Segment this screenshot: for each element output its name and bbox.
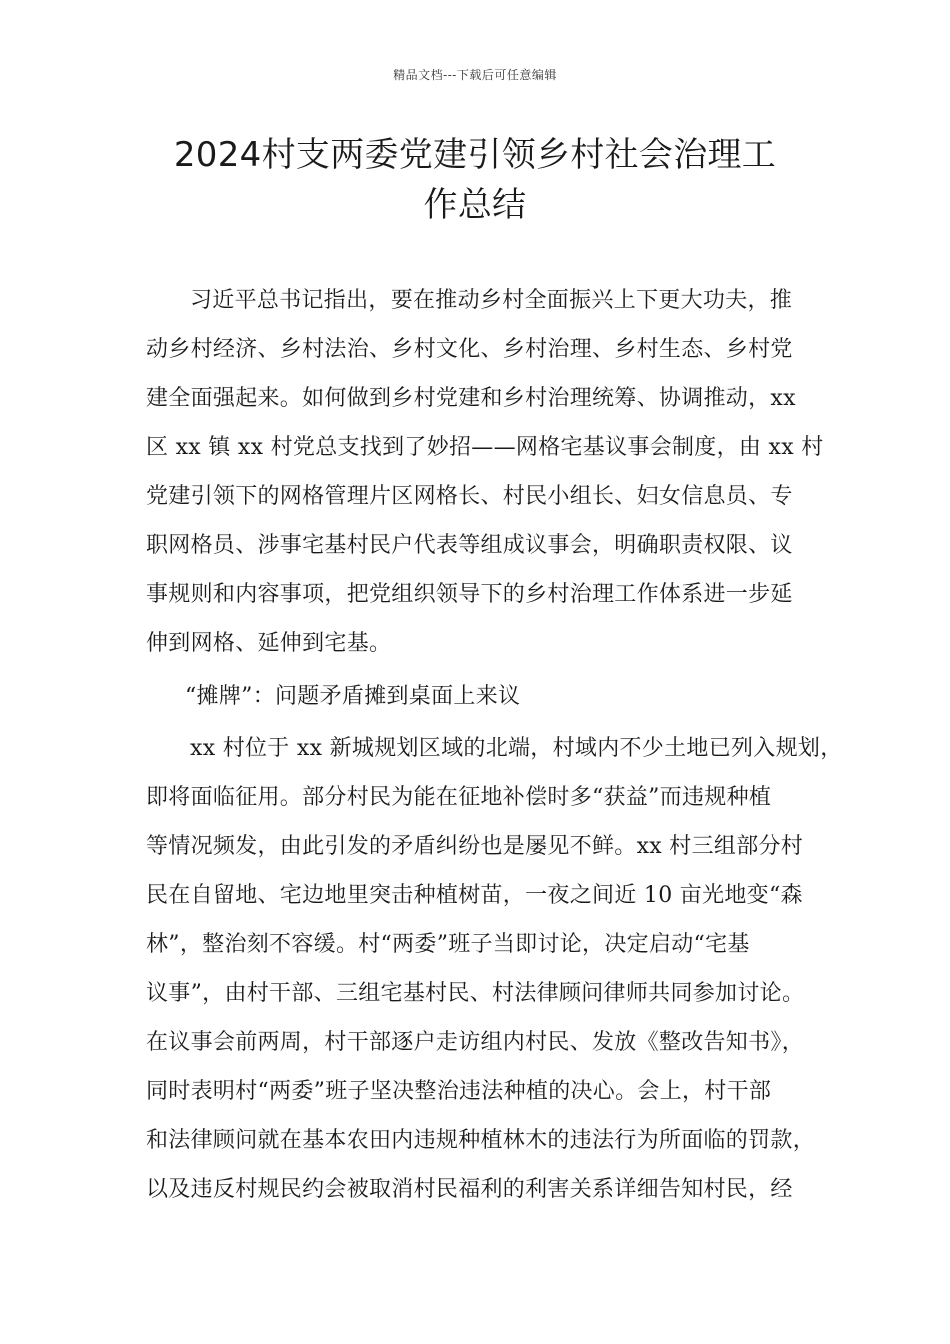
paragraph2-line-9: 和法律顾问就在基本农田内违规种植林木的违法行为所面临的罚款， (146, 1128, 816, 1153)
paragraph2-line-10: 以及违反村规民约会被取消村民福利的利害关系详细告知村民，经 (146, 1177, 793, 1202)
paragraph1-line-3: 建全面强起来。如何做到乡村党建和乡村治理统筹、协调推动，xx (146, 386, 796, 411)
paragraph1-line-5: 党建引领下的网格管理片区网格长、村民小组长、妇女信息员、专 (146, 484, 793, 509)
paragraph1-line-6: 职网格员、涉事宅基村民户代表等组成议事会，明确职责权限、议 (146, 533, 793, 558)
paragraph2-line-4: 民在自留地、宅边地里突击种植树苗，一夜之间近 10 亩光地变“森 (146, 883, 803, 908)
paragraph2-line-3: 等情况频发，由此引发的矛盾纠纷也是屡见不鲜。xx 村三组部分村 (146, 834, 804, 859)
paragraph1-line-7: 事规则和内容事项，把党组织领导下的乡村治理工作体系进一步延 (146, 582, 793, 607)
paragraph2-line-7: 在议事会前两周，村干部逐户走访组内村民、发放《整改告知书》， (146, 1030, 805, 1055)
paragraph2-line-8: 同时表明村“两委”班子坚决整治违法种植的决心。会上，村干部 (146, 1079, 772, 1104)
section-heading: “摊牌”：问题矛盾摊到桌面上来议 (185, 684, 521, 709)
paragraph2-line-6: 议事”，由村干部、三组宅基村民、村法律顾问律师共同参加讨论。 (146, 981, 805, 1006)
paragraph1-line-8: 伸到网格、延伸到宅基。 (146, 631, 392, 656)
title-line-2: 作总结 (423, 185, 527, 225)
paragraph2-line-1: xx 村位于 xx 新城规划区域的北端，村域内不少土地已列入规划， (190, 736, 843, 761)
paragraph1-line-4: 区 xx 镇 xx 村党总支找到了妙招——网格宅基议事会制度，由 xx 村 (146, 435, 824, 460)
paragraph2-line-5: 林”，整治刻不容缓。村“两委”班子当即讨论，决定启动“宅基 (146, 932, 750, 957)
paragraph1-line-2: 动乡村经济、乡村法治、乡村文化、乡村治理、乡村生态、乡村党 (146, 337, 793, 362)
title-line-1: 2024村支两委党建引领乡村社会治理工 (173, 135, 777, 175)
document-title (120, 130, 830, 230)
paragraph1-line-1: 习近平总书记指出，要在推动乡村全面振兴上下更大功夫，推 (190, 288, 793, 313)
paragraph2-line-2: 即将面临征用。部分村民为能在征地补偿时多“获益”而违规种植 (146, 785, 772, 810)
page-header-note: 精品文档---下载后可任意编辑 (393, 68, 557, 82)
